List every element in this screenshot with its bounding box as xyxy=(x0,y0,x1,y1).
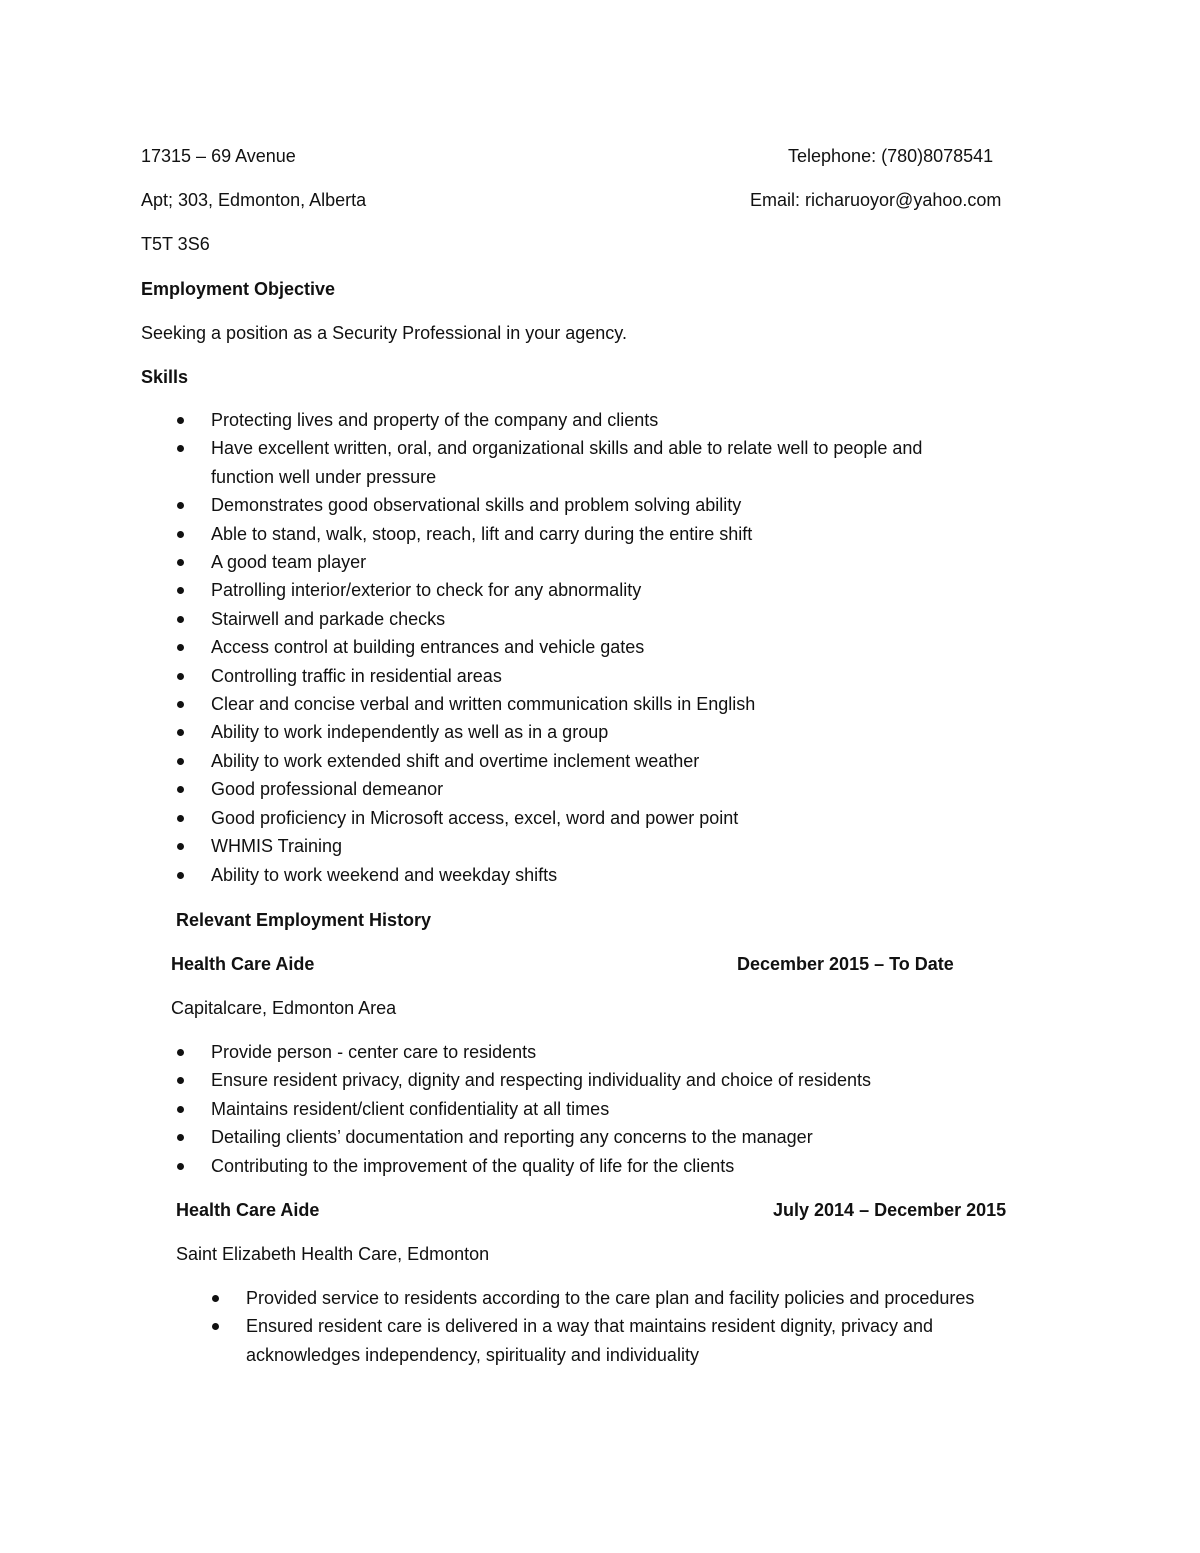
job-duties-list xyxy=(176,1284,974,1369)
skill-item: Have excellent written, oral, and organizational skills and able to relate well to people and xyxy=(141,434,1041,462)
bullet-icon xyxy=(177,1163,184,1170)
postal-code: T5T 3S6 xyxy=(141,234,210,254)
employment-history-heading: Relevant Employment History xyxy=(176,910,432,930)
skill-item: Protecting lives and property of the company and clients xyxy=(141,406,1041,434)
skills-heading: Skills xyxy=(141,367,189,387)
bullet-icon xyxy=(177,531,184,538)
job-title: Health Care Aide xyxy=(176,1200,320,1220)
duty-item: Ensure resident privacy, dignity and respecting individuality and choice of residents xyxy=(141,1066,871,1094)
bullet-icon xyxy=(177,616,184,623)
bullet-icon xyxy=(177,417,184,424)
objective-heading: Employment Objective xyxy=(141,279,336,299)
skill-item: A good team player xyxy=(141,548,1041,576)
telephone: Telephone: (780)8078541 xyxy=(788,146,994,166)
duty-item: Contributing to the improvement of the quality of life for the clients xyxy=(141,1152,871,1180)
skill-item: Demonstrates good observational skills and problem solving ability xyxy=(141,491,1041,519)
skills-list xyxy=(141,406,1041,889)
email: Email: richaruoyor@yahoo.com xyxy=(750,190,1002,210)
skill-item: Patrolling interior/exterior to check for any abnormality xyxy=(141,576,1041,604)
job-title: Health Care Aide xyxy=(171,954,315,974)
bullet-icon xyxy=(177,644,184,651)
job-dates: July 2014 – December 2015 xyxy=(773,1200,1007,1220)
bullet-icon xyxy=(177,843,184,850)
bullet-icon xyxy=(177,1049,184,1056)
job-organization: Saint Elizabeth Health Care, Edmonton xyxy=(176,1244,490,1264)
bullet-icon xyxy=(177,815,184,822)
bullet-icon xyxy=(177,1077,184,1084)
objective-text: Seeking a position as a Security Professional in your agency. xyxy=(141,323,627,343)
skill-item: Ability to work weekend and weekday shifts xyxy=(141,861,1041,889)
bullet-icon xyxy=(177,673,184,680)
skill-item: Clear and concise verbal and written communication skills in English xyxy=(141,690,1041,718)
bullet-icon xyxy=(177,559,184,566)
skill-item: Able to stand, walk, stoop, reach, lift and carry during the entire shift xyxy=(141,520,1041,548)
bullet-icon xyxy=(212,1295,219,1302)
duty-item: Detailing clients’ documentation and reporting any concerns to the manager xyxy=(141,1123,871,1151)
bullet-icon xyxy=(177,1134,184,1141)
duty-item-continuation: acknowledges independency, spirituality and individuality xyxy=(246,1344,699,1365)
skill-item: Controlling traffic in residential areas xyxy=(141,662,1041,690)
bullet-icon xyxy=(212,1323,219,1330)
duty-item: Provided service to residents according to the care plan and facility policies and procedures xyxy=(176,1284,974,1312)
bullet-icon xyxy=(177,445,184,452)
job-duties-list xyxy=(141,1038,871,1180)
bullet-icon xyxy=(177,1106,184,1113)
skill-item: Ability to work extended shift and overtime inclement weather xyxy=(141,747,1041,775)
duty-item: Provide person - center care to residents xyxy=(141,1038,871,1066)
job-organization: Capitalcare, Edmonton Area xyxy=(171,998,397,1018)
skill-item: Good professional demeanor xyxy=(141,775,1041,803)
address-line-1: 17315 – 69 Avenue xyxy=(141,146,296,166)
duty-item: Maintains resident/client confidentiality at all times xyxy=(141,1095,871,1123)
bullet-icon xyxy=(177,701,184,708)
bullet-icon xyxy=(177,587,184,594)
bullet-icon xyxy=(177,502,184,509)
bullet-icon xyxy=(177,872,184,879)
skill-item: Ability to work independently as well as in a group xyxy=(141,718,1041,746)
bullet-icon xyxy=(177,758,184,765)
bullet-icon xyxy=(177,786,184,793)
skill-item: Stairwell and parkade checks xyxy=(141,605,1041,633)
job-dates: December 2015 – To Date xyxy=(737,954,954,974)
skill-item-continuation: function well under pressure xyxy=(211,466,437,487)
address-line-2: Apt; 303, Edmonton, Alberta xyxy=(141,190,367,210)
duty-item: Ensured resident care is delivered in a way that maintains resident dignity, privacy and xyxy=(176,1312,974,1340)
skill-item: Good proficiency in Microsoft access, excel, word and power point xyxy=(141,804,1041,832)
skill-item: Access control at building entrances and vehicle gates xyxy=(141,633,1041,661)
bullet-icon xyxy=(177,729,184,736)
skill-item: WHMIS Training xyxy=(141,832,1041,860)
